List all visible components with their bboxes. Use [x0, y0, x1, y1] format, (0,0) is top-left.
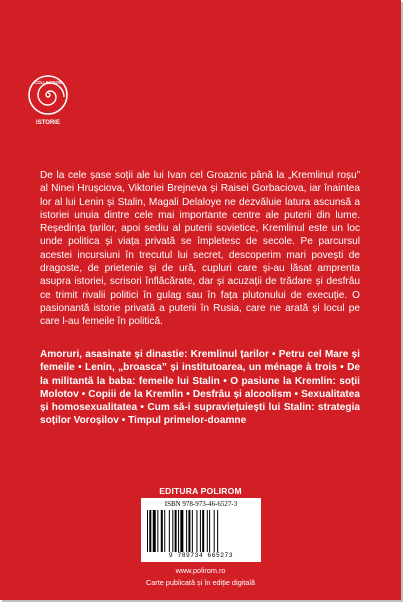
- chapter-10: Timpul primelor-doamne: [128, 415, 247, 427]
- digital-edition-note: Carte publicată și în ediție digitală: [145, 578, 256, 587]
- logo-top-text: COLLECTION: [34, 80, 62, 85]
- book-description: De la cele șase soții ale lui Ivan cel Groaznic până la „Kremlinul roșu” al Ninei Hrușciova, Viktoriei Brejneva și Raisei Gorbaciova, iar înaintea lor al lui Lenin și Stalin, Magali Delaloye ne dezvăluie latura ascunsă a istoriei unuia dintre cele mai importante centre ale puterii din lume. Reședința țarilor, apoi sediu al puterii sovietice, Kremlinul este un loc unde politica și viața privată se împletesc de secole. Pe parcursul acestei incursiuni în trecutul lui secret, descoperim mari povești de dragoste, de prietenie și de ură, cupluri care și-au lăsat amprenta asupra istoriei, scrisori înflăcărate, dar și acuzații de trădare și desfrâu ce trimit rivalii politici în gulag sau în fața plutonului de execuție. O pasionantă istorie privată a puterii în Rusia, care ne arată și locul pe care l-au femeile în politică.: [40, 170, 360, 328]
- chapter-3: Lenin, „broasca” și institutoarea, un ménage à trois: [85, 362, 337, 374]
- chapter-list: Amoruri, asasinate și dinastie: Kremlinul țarilor • Petru cel Mare și femeile • Lenin, „broasca” și institutoarea, un ménage à trois • De la militantă la baba: femeile lui Stalin • O pasiune la Kremlin: soții Molotov • Copiii de la Kremlin • Desfrâu și alcoolism • Sexualitatea și homosexualitatea • Cum să-i supraviețuiești lui Stalin: strategia soților Voroșilov • Timpul primelor-doamne: [40, 349, 360, 427]
- chapter-7: Desfrâu și alcoolism: [192, 388, 292, 400]
- chapter-8: Sexualitatea și homosexualitatea: [40, 388, 360, 414]
- chapter-4: De la militantă la baba: femeile lui Stalin: [40, 362, 360, 387]
- chapter-5: O pasiune la Kremlin: soții Molotov: [40, 375, 360, 400]
- isbn-text: ISBN 978-973-46-6527-3: [164, 500, 238, 508]
- publisher-website[interactable]: www.polirom.ro: [175, 566, 226, 575]
- publisher-name: EDITURA POLIROM: [159, 486, 242, 496]
- chapter-9: Cum să-i supraviețuiești lui Stalin: strategia soților Voroșilov: [40, 402, 360, 427]
- isbn-barcode: [141, 498, 261, 562]
- chapter-1: Amoruri, asasinate și dinastie: Kremlinul țarilor: [40, 349, 269, 360]
- chapter-6: Copiii de la Kremlin: [88, 388, 184, 400]
- chapter-2: Petru cel Mare și femeile: [40, 349, 360, 374]
- barcode-bars: [147, 510, 255, 552]
- spiral-logo-icon: [27, 74, 69, 132]
- barcode-number: 9 789734 665273: [168, 552, 234, 559]
- logo-bottom-text: ISTORIE: [36, 120, 60, 126]
